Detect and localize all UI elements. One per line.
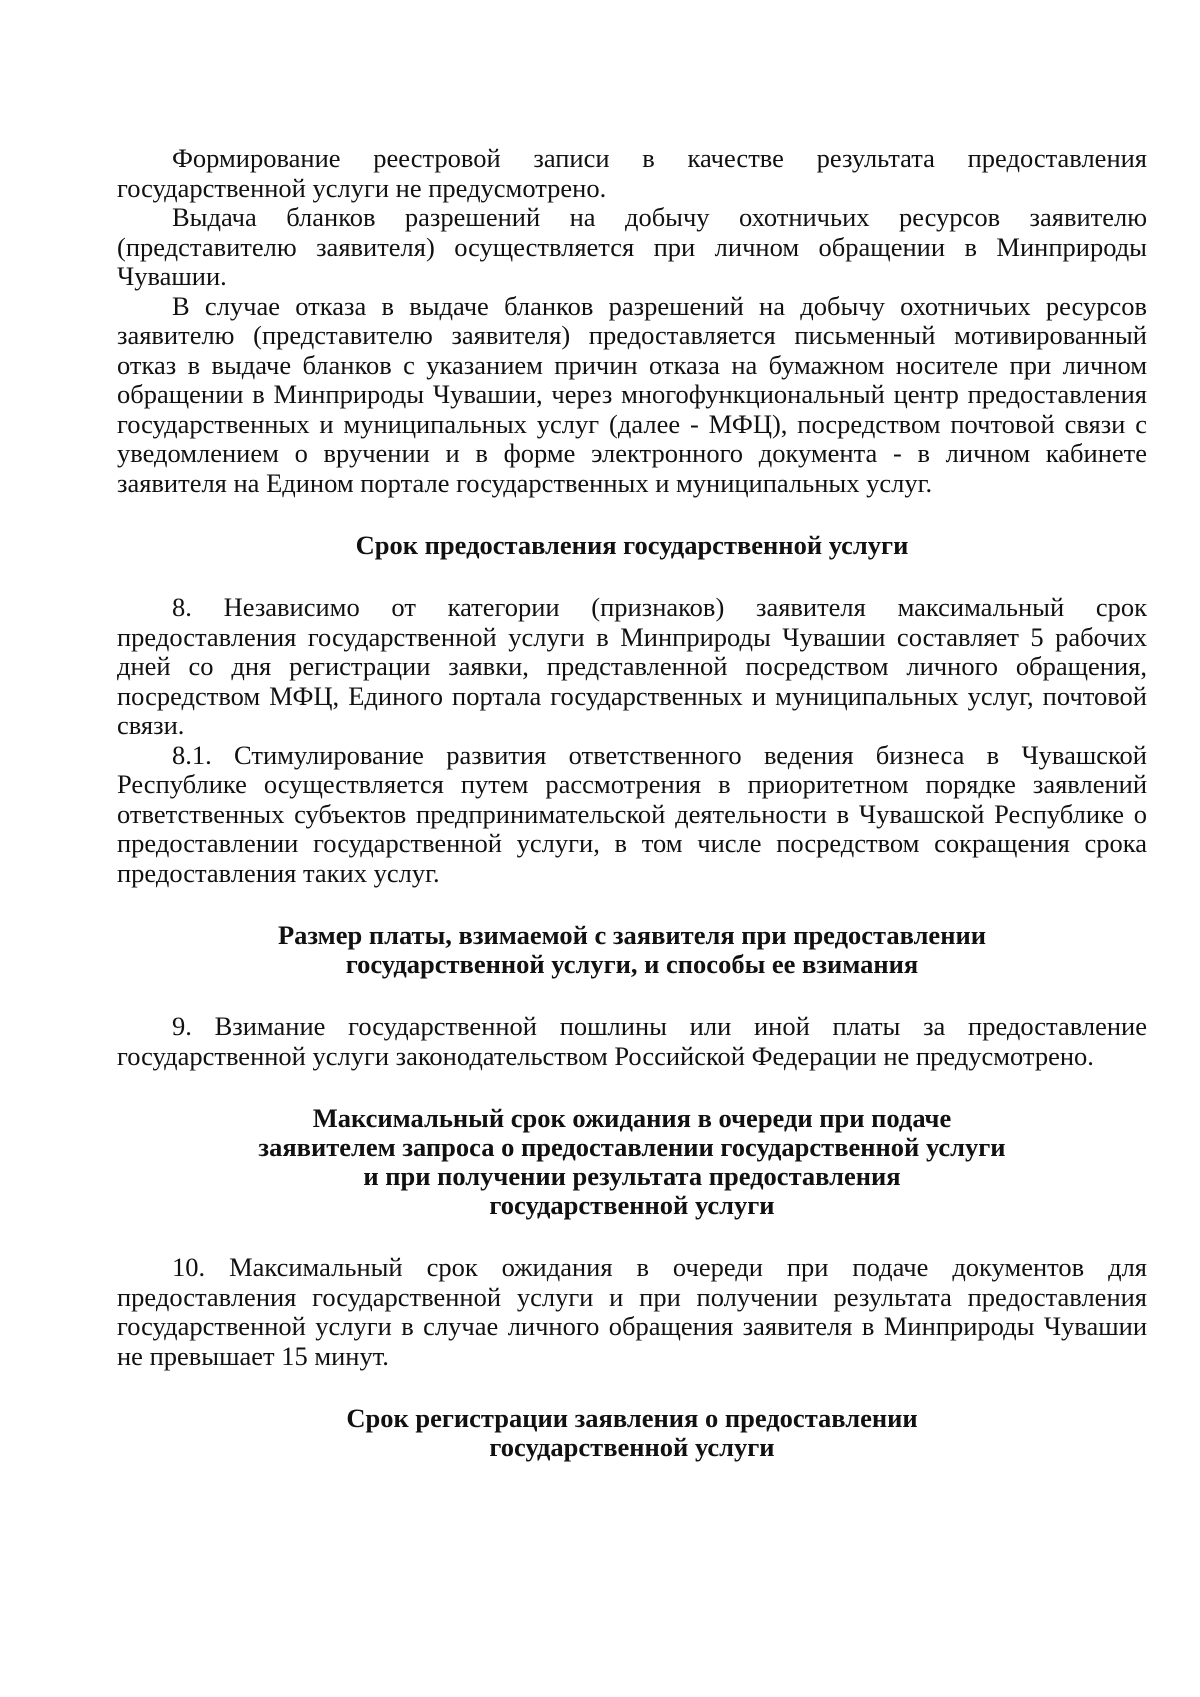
paragraph-8: 8. Независимо от категории (признаков) заявителя максимальный срок предоставления государственной услуги в Минприроды Чувашии составляет 5 рабочих дней со дня регистрации заявки, представленной посредством личного обращения, посредством МФЦ, Единого портала государственных и муниципальных услуг, почтовой связи. <box>117 592 1147 740</box>
heading-line: Срок регистрации заявления о предоставлении <box>346 1403 918 1433</box>
heading-line: Максимальный срок ожидания в очереди при подаче <box>312 1103 952 1133</box>
paragraph-blank-issuance: Выдача бланков разрешений на добычу охотничьих ресурсов заявителю (представителю заявителя) осуществляется при личном обращении в Минприроды Чувашии. <box>117 202 1147 291</box>
paragraph-10: 10. Максимальный срок ожидания в очереди при подаче документов для предоставления государственной услуги и при получении результата предоставления государственной услуги в случае личного обращения заявителя в Минприроды Чувашии не превышает 15 минут. <box>117 1252 1147 1371</box>
heading-line: заявителем запроса о предоставлении государственной услуги <box>258 1132 1006 1162</box>
heading-service-term <box>117 531 1147 560</box>
heading-line: Срок предоставления государственной услуги <box>355 530 909 560</box>
paragraph-registry-record: Формирование реестровой записи в качестве результата предоставления государственной услуги не предусмотрено. <box>117 143 1147 203</box>
paragraph-9: 9. Взимание государственной пошлины или иной платы за предоставление государственной услуги законодательством Российской Федерации не предусмотрено. <box>117 1011 1147 1071</box>
paragraph-refusal: В случае отказа в выдаче бланков разрешений на добычу охотничьих ресурсов заявителю (представителю заявителя) предоставляется письменный мотивированный отказ в выдаче бланков с указанием причин отказа на бумажном носителе при личном обращении в Минприроды Чувашии, через многофункциональный центр предоставления государственных и муниципальных услуг (далее - МФЦ), посредством почтовой связи с уведомлением о вручении и в форме электронного документа - в личном кабинете заявителя на Едином портале государственных и муниципальных услуг. <box>117 290 1147 498</box>
heading-registration-term <box>117 1404 1147 1462</box>
heading-service-fee <box>117 921 1147 979</box>
heading-line: Размер платы, взимаемой с заявителя при предоставлении <box>277 920 987 950</box>
heading-line: государственной услуги <box>489 1190 775 1220</box>
document-page <box>117 144 1147 1462</box>
heading-queue-time <box>117 1104 1147 1220</box>
paragraph-8-1: 8.1. Стимулирование развития ответственного ведения бизнеса в Чувашской Республике осуществляется путем рассмотрения в приоритетном порядке заявлений ответственных субъектов предпринимательской деятельности в Чувашской Республике о предоставлении государственной услуги, в том числе посредством сокращения срока предоставления таких услуг. <box>117 739 1147 888</box>
heading-line: государственной услуги, и способы ее взимания <box>345 949 919 979</box>
heading-line: государственной услуги <box>489 1432 775 1462</box>
heading-line: и при получении результата предоставления <box>363 1161 901 1191</box>
